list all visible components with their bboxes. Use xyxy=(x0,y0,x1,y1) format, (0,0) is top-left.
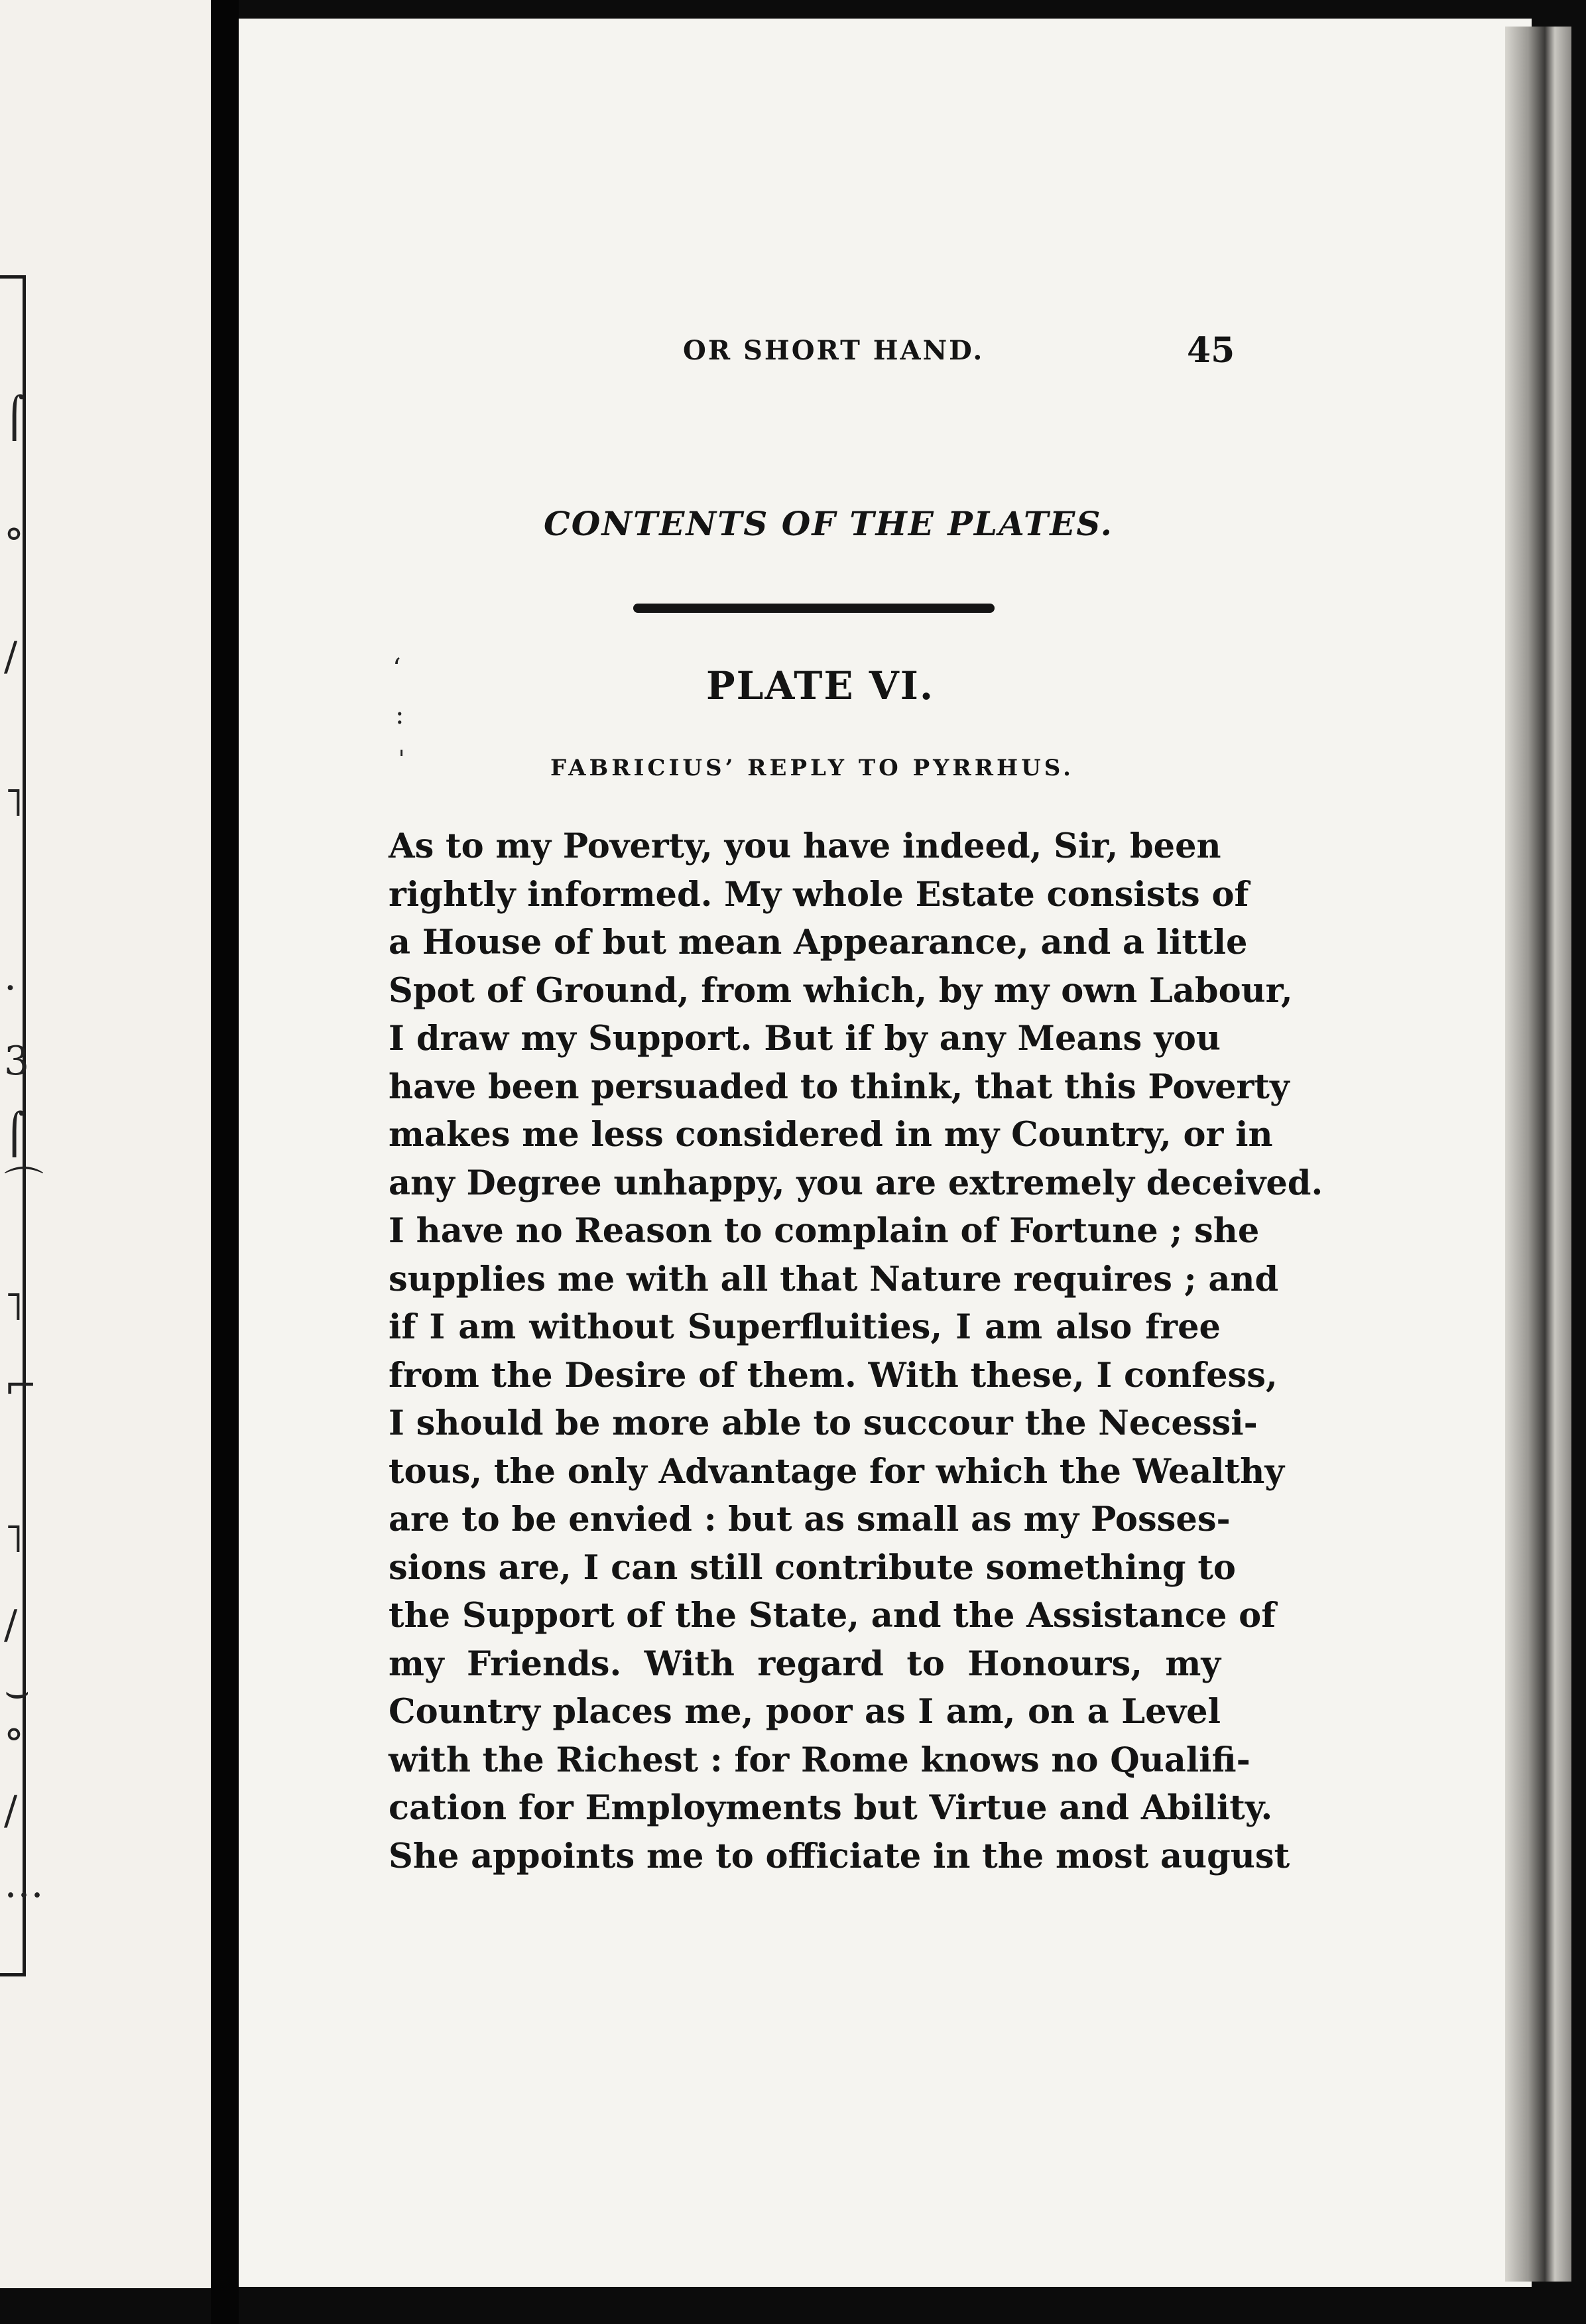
body-line: with the Richest : for Rome knows no Qualifi- xyxy=(389,1740,1250,1780)
facing-page-fragment xyxy=(0,0,211,2288)
body-line: She appoints me to officiate in the most august xyxy=(389,1836,1290,1876)
running-head: OR SHORT HAND. xyxy=(683,335,985,366)
stray-mark: ‘ xyxy=(393,653,401,684)
body-line: have been persuaded to think, that this Poverty xyxy=(389,1066,1290,1107)
plate-heading: PLATE VI. xyxy=(706,663,935,708)
ornamental-rule xyxy=(633,604,995,613)
body-line: sions are, I can still contribute something to xyxy=(389,1547,1236,1588)
section-title: CONTENTS OF THE PLATES. xyxy=(544,504,1114,543)
body-line: the Support of the State, and the Assistance of xyxy=(389,1596,1276,1636)
body-line: are to be envied : but as small as my Posses- xyxy=(389,1500,1231,1539)
body-line: As to my Poverty, you have indeed, Sir, been xyxy=(389,826,1221,866)
body-line: makes me less considered in my Country, or in xyxy=(389,1115,1273,1155)
body-line: if I am without Superfluities, I am also free xyxy=(389,1307,1221,1347)
page-number: 45 xyxy=(1187,330,1235,371)
body-line: Country places me, poor as I am, on a Level xyxy=(389,1692,1221,1732)
facing-page-marks: ⌠ ° ∕ ˥ · 3 ⌠ ⌒ ˥ ⌐ ˥ ∕ ⌣ ° ∕ … xyxy=(4,395,44,1907)
body-line: my Friends. With regard to Honours, my xyxy=(389,1644,1221,1684)
body-line: I draw my Support. But if by any Means you xyxy=(389,1019,1221,1059)
body-line: I should be more able to succour the Necessi- xyxy=(389,1403,1258,1443)
stray-mark: ˈ xyxy=(398,746,405,777)
body-line: rightly informed. My whole Estate consists of xyxy=(389,874,1249,915)
plate-subtitle: FABRICIUS’ REPLY TO PYRRHUS. xyxy=(550,755,1074,781)
stray-mark: : xyxy=(395,700,404,730)
body-line: from the Desire of them. With these, I confess, xyxy=(389,1355,1278,1395)
body-line: supplies me with all that Nature requires ; and xyxy=(389,1259,1279,1299)
book-gutter xyxy=(211,0,239,2324)
page-edge-shadow xyxy=(1505,27,1571,2282)
body-line: a House of but mean Appearance, and a little xyxy=(389,923,1248,962)
body-line: any Degree unhappy, you are extremely deceived. xyxy=(389,1163,1323,1203)
body-line: I have no Reason to complain of Fortune ; she xyxy=(389,1211,1260,1251)
body-line: tous, the only Advantage for which the Wealthy xyxy=(389,1451,1284,1492)
body-line: cation for Employments but Virtue and Ability. xyxy=(389,1788,1273,1828)
body-line: Spot of Ground, from which, by my own Labour, xyxy=(389,970,1293,1011)
body-text xyxy=(389,822,1323,1880)
